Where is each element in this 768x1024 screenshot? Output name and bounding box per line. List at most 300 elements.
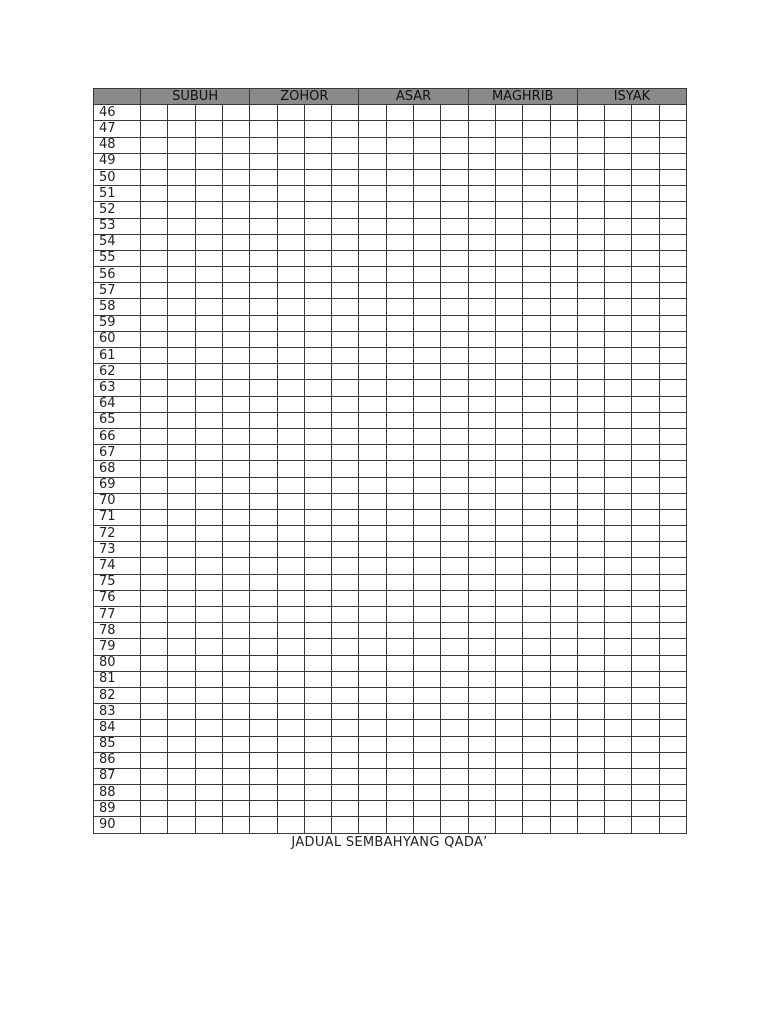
checkbox-cell-zohor[interactable] — [304, 428, 331, 444]
checkbox-cell-subuh[interactable] — [168, 801, 195, 817]
checkbox-cell-isyak[interactable] — [605, 121, 632, 137]
checkbox-cell-subuh[interactable] — [222, 315, 249, 331]
checkbox-cell-isyak[interactable] — [632, 752, 659, 768]
checkbox-cell-asar[interactable] — [386, 558, 413, 574]
checkbox-cell-asar[interactable] — [414, 121, 441, 137]
checkbox-cell-zohor[interactable] — [304, 558, 331, 574]
checkbox-cell-isyak[interactable] — [632, 590, 659, 606]
checkbox-cell-maghrib[interactable] — [523, 299, 550, 315]
checkbox-cell-isyak[interactable] — [577, 801, 604, 817]
checkbox-cell-maghrib[interactable] — [495, 250, 522, 266]
checkbox-cell-zohor[interactable] — [277, 234, 304, 250]
checkbox-cell-zohor[interactable] — [332, 153, 359, 169]
checkbox-cell-zohor[interactable] — [250, 639, 277, 655]
checkbox-cell-subuh[interactable] — [195, 493, 222, 509]
checkbox-cell-zohor[interactable] — [332, 348, 359, 364]
checkbox-cell-maghrib[interactable] — [495, 121, 522, 137]
checkbox-cell-maghrib[interactable] — [550, 121, 577, 137]
checkbox-cell-maghrib[interactable] — [468, 542, 495, 558]
checkbox-cell-zohor[interactable] — [250, 412, 277, 428]
checkbox-cell-isyak[interactable] — [632, 250, 659, 266]
checkbox-cell-isyak[interactable] — [605, 105, 632, 121]
checkbox-cell-zohor[interactable] — [277, 250, 304, 266]
checkbox-cell-zohor[interactable] — [277, 105, 304, 121]
checkbox-cell-maghrib[interactable] — [550, 687, 577, 703]
checkbox-cell-subuh[interactable] — [168, 509, 195, 525]
checkbox-cell-maghrib[interactable] — [495, 331, 522, 347]
checkbox-cell-maghrib[interactable] — [523, 396, 550, 412]
checkbox-cell-asar[interactable] — [386, 218, 413, 234]
checkbox-cell-maghrib[interactable] — [495, 752, 522, 768]
checkbox-cell-maghrib[interactable] — [550, 348, 577, 364]
checkbox-cell-asar[interactable] — [441, 542, 468, 558]
checkbox-cell-maghrib[interactable] — [550, 202, 577, 218]
checkbox-cell-isyak[interactable] — [632, 364, 659, 380]
checkbox-cell-asar[interactable] — [414, 493, 441, 509]
checkbox-cell-zohor[interactable] — [250, 542, 277, 558]
checkbox-cell-maghrib[interactable] — [550, 542, 577, 558]
checkbox-cell-zohor[interactable] — [250, 169, 277, 185]
checkbox-cell-maghrib[interactable] — [495, 493, 522, 509]
checkbox-cell-maghrib[interactable] — [523, 817, 550, 833]
checkbox-cell-isyak[interactable] — [605, 299, 632, 315]
checkbox-cell-subuh[interactable] — [168, 380, 195, 396]
checkbox-cell-maghrib[interactable] — [468, 785, 495, 801]
checkbox-cell-subuh[interactable] — [141, 202, 168, 218]
checkbox-cell-isyak[interactable] — [659, 315, 686, 331]
checkbox-cell-asar[interactable] — [414, 590, 441, 606]
checkbox-cell-zohor[interactable] — [304, 687, 331, 703]
checkbox-cell-isyak[interactable] — [605, 186, 632, 202]
checkbox-cell-asar[interactable] — [414, 428, 441, 444]
checkbox-cell-maghrib[interactable] — [495, 704, 522, 720]
checkbox-cell-maghrib[interactable] — [550, 364, 577, 380]
checkbox-cell-maghrib[interactable] — [495, 736, 522, 752]
checkbox-cell-isyak[interactable] — [659, 607, 686, 623]
checkbox-cell-maghrib[interactable] — [468, 186, 495, 202]
checkbox-cell-isyak[interactable] — [632, 234, 659, 250]
checkbox-cell-asar[interactable] — [414, 299, 441, 315]
checkbox-cell-isyak[interactable] — [605, 687, 632, 703]
checkbox-cell-maghrib[interactable] — [495, 218, 522, 234]
checkbox-cell-maghrib[interactable] — [523, 348, 550, 364]
checkbox-cell-isyak[interactable] — [605, 250, 632, 266]
checkbox-cell-asar[interactable] — [386, 607, 413, 623]
checkbox-cell-zohor[interactable] — [250, 105, 277, 121]
checkbox-cell-subuh[interactable] — [141, 331, 168, 347]
checkbox-cell-asar[interactable] — [386, 348, 413, 364]
checkbox-cell-maghrib[interactable] — [468, 607, 495, 623]
checkbox-cell-subuh[interactable] — [195, 558, 222, 574]
checkbox-cell-subuh[interactable] — [195, 331, 222, 347]
checkbox-cell-maghrib[interactable] — [468, 671, 495, 687]
checkbox-cell-maghrib[interactable] — [550, 493, 577, 509]
checkbox-cell-isyak[interactable] — [605, 509, 632, 525]
checkbox-cell-subuh[interactable] — [222, 785, 249, 801]
checkbox-cell-subuh[interactable] — [222, 590, 249, 606]
checkbox-cell-isyak[interactable] — [577, 655, 604, 671]
checkbox-cell-subuh[interactable] — [195, 526, 222, 542]
checkbox-cell-maghrib[interactable] — [495, 817, 522, 833]
checkbox-cell-zohor[interactable] — [332, 785, 359, 801]
checkbox-cell-isyak[interactable] — [632, 607, 659, 623]
checkbox-cell-maghrib[interactable] — [523, 461, 550, 477]
checkbox-cell-subuh[interactable] — [168, 477, 195, 493]
checkbox-cell-maghrib[interactable] — [523, 169, 550, 185]
checkbox-cell-subuh[interactable] — [141, 493, 168, 509]
checkbox-cell-maghrib[interactable] — [550, 428, 577, 444]
checkbox-cell-zohor[interactable] — [332, 736, 359, 752]
checkbox-cell-subuh[interactable] — [141, 412, 168, 428]
checkbox-cell-asar[interactable] — [414, 752, 441, 768]
checkbox-cell-maghrib[interactable] — [468, 121, 495, 137]
checkbox-cell-maghrib[interactable] — [468, 331, 495, 347]
checkbox-cell-isyak[interactable] — [659, 704, 686, 720]
checkbox-cell-subuh[interactable] — [141, 105, 168, 121]
checkbox-cell-zohor[interactable] — [277, 574, 304, 590]
checkbox-cell-maghrib[interactable] — [468, 623, 495, 639]
checkbox-cell-isyak[interactable] — [577, 817, 604, 833]
checkbox-cell-asar[interactable] — [386, 671, 413, 687]
checkbox-cell-subuh[interactable] — [222, 461, 249, 477]
checkbox-cell-maghrib[interactable] — [550, 590, 577, 606]
checkbox-cell-maghrib[interactable] — [495, 267, 522, 283]
checkbox-cell-asar[interactable] — [386, 574, 413, 590]
checkbox-cell-asar[interactable] — [386, 267, 413, 283]
checkbox-cell-subuh[interactable] — [195, 218, 222, 234]
checkbox-cell-isyak[interactable] — [577, 396, 604, 412]
checkbox-cell-subuh[interactable] — [195, 348, 222, 364]
checkbox-cell-zohor[interactable] — [250, 477, 277, 493]
checkbox-cell-subuh[interactable] — [141, 542, 168, 558]
checkbox-cell-maghrib[interactable] — [468, 752, 495, 768]
checkbox-cell-maghrib[interactable] — [468, 250, 495, 266]
checkbox-cell-zohor[interactable] — [304, 364, 331, 380]
checkbox-cell-asar[interactable] — [414, 477, 441, 493]
checkbox-cell-zohor[interactable] — [332, 671, 359, 687]
checkbox-cell-isyak[interactable] — [659, 169, 686, 185]
checkbox-cell-asar[interactable] — [441, 396, 468, 412]
checkbox-cell-isyak[interactable] — [577, 153, 604, 169]
checkbox-cell-isyak[interactable] — [577, 299, 604, 315]
checkbox-cell-zohor[interactable] — [250, 461, 277, 477]
checkbox-cell-isyak[interactable] — [659, 267, 686, 283]
checkbox-cell-subuh[interactable] — [222, 720, 249, 736]
checkbox-cell-maghrib[interactable] — [468, 412, 495, 428]
checkbox-cell-isyak[interactable] — [632, 153, 659, 169]
checkbox-cell-zohor[interactable] — [277, 526, 304, 542]
checkbox-cell-asar[interactable] — [414, 153, 441, 169]
checkbox-cell-zohor[interactable] — [304, 348, 331, 364]
checkbox-cell-asar[interactable] — [441, 590, 468, 606]
checkbox-cell-isyak[interactable] — [632, 817, 659, 833]
checkbox-cell-zohor[interactable] — [250, 736, 277, 752]
checkbox-cell-asar[interactable] — [441, 817, 468, 833]
checkbox-cell-isyak[interactable] — [577, 623, 604, 639]
checkbox-cell-asar[interactable] — [386, 736, 413, 752]
checkbox-cell-maghrib[interactable] — [523, 720, 550, 736]
checkbox-cell-asar[interactable] — [359, 186, 386, 202]
checkbox-cell-zohor[interactable] — [332, 250, 359, 266]
checkbox-cell-zohor[interactable] — [250, 267, 277, 283]
checkbox-cell-maghrib[interactable] — [550, 736, 577, 752]
checkbox-cell-zohor[interactable] — [277, 558, 304, 574]
checkbox-cell-maghrib[interactable] — [495, 639, 522, 655]
checkbox-cell-asar[interactable] — [359, 234, 386, 250]
checkbox-cell-asar[interactable] — [359, 509, 386, 525]
checkbox-cell-isyak[interactable] — [632, 396, 659, 412]
checkbox-cell-isyak[interactable] — [605, 801, 632, 817]
checkbox-cell-subuh[interactable] — [168, 234, 195, 250]
checkbox-cell-subuh[interactable] — [168, 817, 195, 833]
checkbox-cell-isyak[interactable] — [659, 590, 686, 606]
checkbox-cell-isyak[interactable] — [659, 348, 686, 364]
checkbox-cell-asar[interactable] — [414, 607, 441, 623]
checkbox-cell-asar[interactable] — [414, 250, 441, 266]
checkbox-cell-isyak[interactable] — [659, 768, 686, 784]
checkbox-cell-asar[interactable] — [386, 153, 413, 169]
checkbox-cell-asar[interactable] — [441, 218, 468, 234]
checkbox-cell-subuh[interactable] — [195, 250, 222, 266]
checkbox-cell-asar[interactable] — [441, 121, 468, 137]
checkbox-cell-subuh[interactable] — [168, 186, 195, 202]
checkbox-cell-zohor[interactable] — [277, 331, 304, 347]
checkbox-cell-zohor[interactable] — [332, 380, 359, 396]
checkbox-cell-isyak[interactable] — [577, 687, 604, 703]
checkbox-cell-asar[interactable] — [414, 768, 441, 784]
checkbox-cell-zohor[interactable] — [304, 267, 331, 283]
checkbox-cell-subuh[interactable] — [168, 202, 195, 218]
checkbox-cell-zohor[interactable] — [304, 801, 331, 817]
checkbox-cell-asar[interactable] — [414, 283, 441, 299]
checkbox-cell-maghrib[interactable] — [523, 267, 550, 283]
checkbox-cell-asar[interactable] — [414, 234, 441, 250]
checkbox-cell-asar[interactable] — [441, 720, 468, 736]
checkbox-cell-maghrib[interactable] — [550, 461, 577, 477]
checkbox-cell-zohor[interactable] — [250, 121, 277, 137]
checkbox-cell-asar[interactable] — [386, 250, 413, 266]
checkbox-cell-maghrib[interactable] — [550, 169, 577, 185]
checkbox-cell-zohor[interactable] — [332, 493, 359, 509]
checkbox-cell-maghrib[interactable] — [468, 348, 495, 364]
checkbox-cell-subuh[interactable] — [168, 704, 195, 720]
checkbox-cell-zohor[interactable] — [277, 817, 304, 833]
checkbox-cell-zohor[interactable] — [304, 380, 331, 396]
checkbox-cell-maghrib[interactable] — [523, 752, 550, 768]
checkbox-cell-isyak[interactable] — [605, 412, 632, 428]
checkbox-cell-isyak[interactable] — [659, 283, 686, 299]
checkbox-cell-isyak[interactable] — [605, 477, 632, 493]
checkbox-cell-asar[interactable] — [441, 623, 468, 639]
checkbox-cell-isyak[interactable] — [577, 752, 604, 768]
checkbox-cell-subuh[interactable] — [222, 169, 249, 185]
checkbox-cell-zohor[interactable] — [304, 250, 331, 266]
checkbox-cell-asar[interactable] — [359, 169, 386, 185]
checkbox-cell-zohor[interactable] — [250, 574, 277, 590]
checkbox-cell-isyak[interactable] — [659, 509, 686, 525]
checkbox-cell-zohor[interactable] — [304, 283, 331, 299]
checkbox-cell-isyak[interactable] — [577, 234, 604, 250]
checkbox-cell-isyak[interactable] — [577, 364, 604, 380]
checkbox-cell-asar[interactable] — [441, 380, 468, 396]
checkbox-cell-maghrib[interactable] — [468, 315, 495, 331]
checkbox-cell-isyak[interactable] — [577, 542, 604, 558]
checkbox-cell-isyak[interactable] — [577, 671, 604, 687]
checkbox-cell-zohor[interactable] — [277, 396, 304, 412]
checkbox-cell-subuh[interactable] — [222, 477, 249, 493]
checkbox-cell-isyak[interactable] — [632, 137, 659, 153]
checkbox-cell-isyak[interactable] — [605, 655, 632, 671]
checkbox-cell-subuh[interactable] — [141, 509, 168, 525]
checkbox-cell-maghrib[interactable] — [495, 364, 522, 380]
checkbox-cell-maghrib[interactable] — [523, 590, 550, 606]
checkbox-cell-subuh[interactable] — [168, 526, 195, 542]
checkbox-cell-zohor[interactable] — [250, 817, 277, 833]
checkbox-cell-asar[interactable] — [441, 412, 468, 428]
checkbox-cell-zohor[interactable] — [250, 687, 277, 703]
checkbox-cell-maghrib[interactable] — [550, 704, 577, 720]
checkbox-cell-zohor[interactable] — [304, 202, 331, 218]
checkbox-cell-subuh[interactable] — [222, 234, 249, 250]
checkbox-cell-subuh[interactable] — [195, 315, 222, 331]
checkbox-cell-asar[interactable] — [359, 137, 386, 153]
checkbox-cell-zohor[interactable] — [332, 558, 359, 574]
checkbox-cell-subuh[interactable] — [222, 687, 249, 703]
checkbox-cell-subuh[interactable] — [222, 218, 249, 234]
checkbox-cell-isyak[interactable] — [577, 218, 604, 234]
checkbox-cell-subuh[interactable] — [222, 623, 249, 639]
checkbox-cell-asar[interactable] — [386, 396, 413, 412]
checkbox-cell-maghrib[interactable] — [523, 574, 550, 590]
checkbox-cell-asar[interactable] — [441, 153, 468, 169]
checkbox-cell-subuh[interactable] — [222, 267, 249, 283]
checkbox-cell-asar[interactable] — [386, 461, 413, 477]
checkbox-cell-subuh[interactable] — [195, 445, 222, 461]
checkbox-cell-subuh[interactable] — [222, 526, 249, 542]
checkbox-cell-isyak[interactable] — [659, 202, 686, 218]
checkbox-cell-zohor[interactable] — [250, 720, 277, 736]
checkbox-cell-maghrib[interactable] — [468, 704, 495, 720]
checkbox-cell-isyak[interactable] — [605, 396, 632, 412]
checkbox-cell-zohor[interactable] — [250, 234, 277, 250]
checkbox-cell-asar[interactable] — [386, 121, 413, 137]
checkbox-cell-asar[interactable] — [414, 348, 441, 364]
checkbox-cell-zohor[interactable] — [250, 186, 277, 202]
checkbox-cell-asar[interactable] — [386, 380, 413, 396]
checkbox-cell-subuh[interactable] — [141, 817, 168, 833]
checkbox-cell-isyak[interactable] — [577, 785, 604, 801]
checkbox-cell-zohor[interactable] — [277, 655, 304, 671]
checkbox-cell-isyak[interactable] — [632, 105, 659, 121]
checkbox-cell-subuh[interactable] — [195, 461, 222, 477]
checkbox-cell-asar[interactable] — [386, 509, 413, 525]
checkbox-cell-isyak[interactable] — [577, 250, 604, 266]
checkbox-cell-subuh[interactable] — [168, 493, 195, 509]
checkbox-cell-asar[interactable] — [414, 445, 441, 461]
checkbox-cell-asar[interactable] — [386, 590, 413, 606]
checkbox-cell-zohor[interactable] — [250, 283, 277, 299]
checkbox-cell-subuh[interactable] — [195, 785, 222, 801]
checkbox-cell-maghrib[interactable] — [468, 720, 495, 736]
checkbox-cell-maghrib[interactable] — [495, 137, 522, 153]
checkbox-cell-zohor[interactable] — [250, 768, 277, 784]
checkbox-cell-isyak[interactable] — [632, 558, 659, 574]
checkbox-cell-asar[interactable] — [441, 364, 468, 380]
checkbox-cell-isyak[interactable] — [659, 445, 686, 461]
checkbox-cell-asar[interactable] — [441, 704, 468, 720]
checkbox-cell-zohor[interactable] — [277, 137, 304, 153]
checkbox-cell-asar[interactable] — [359, 655, 386, 671]
checkbox-cell-subuh[interactable] — [141, 736, 168, 752]
checkbox-cell-zohor[interactable] — [304, 736, 331, 752]
checkbox-cell-zohor[interactable] — [304, 607, 331, 623]
checkbox-cell-isyak[interactable] — [659, 380, 686, 396]
checkbox-cell-zohor[interactable] — [250, 607, 277, 623]
checkbox-cell-isyak[interactable] — [605, 428, 632, 444]
checkbox-cell-isyak[interactable] — [605, 768, 632, 784]
checkbox-cell-isyak[interactable] — [659, 720, 686, 736]
checkbox-cell-zohor[interactable] — [250, 396, 277, 412]
checkbox-cell-subuh[interactable] — [141, 671, 168, 687]
checkbox-cell-subuh[interactable] — [168, 720, 195, 736]
checkbox-cell-isyak[interactable] — [605, 607, 632, 623]
checkbox-cell-isyak[interactable] — [577, 526, 604, 542]
checkbox-cell-asar[interactable] — [359, 477, 386, 493]
checkbox-cell-subuh[interactable] — [222, 153, 249, 169]
checkbox-cell-asar[interactable] — [414, 202, 441, 218]
checkbox-cell-asar[interactable] — [359, 121, 386, 137]
checkbox-cell-subuh[interactable] — [222, 671, 249, 687]
checkbox-cell-isyak[interactable] — [632, 801, 659, 817]
checkbox-cell-subuh[interactable] — [168, 461, 195, 477]
checkbox-cell-isyak[interactable] — [659, 526, 686, 542]
checkbox-cell-maghrib[interactable] — [550, 218, 577, 234]
checkbox-cell-isyak[interactable] — [632, 380, 659, 396]
checkbox-cell-isyak[interactable] — [605, 202, 632, 218]
checkbox-cell-asar[interactable] — [386, 412, 413, 428]
checkbox-cell-maghrib[interactable] — [550, 526, 577, 542]
checkbox-cell-maghrib[interactable] — [523, 428, 550, 444]
checkbox-cell-maghrib[interactable] — [468, 105, 495, 121]
checkbox-cell-subuh[interactable] — [168, 169, 195, 185]
checkbox-cell-zohor[interactable] — [250, 801, 277, 817]
checkbox-cell-maghrib[interactable] — [468, 218, 495, 234]
checkbox-cell-subuh[interactable] — [168, 655, 195, 671]
checkbox-cell-subuh[interactable] — [141, 121, 168, 137]
checkbox-cell-isyak[interactable] — [605, 267, 632, 283]
checkbox-cell-asar[interactable] — [414, 785, 441, 801]
checkbox-cell-isyak[interactable] — [632, 267, 659, 283]
checkbox-cell-asar[interactable] — [441, 299, 468, 315]
checkbox-cell-subuh[interactable] — [141, 461, 168, 477]
checkbox-cell-maghrib[interactable] — [468, 202, 495, 218]
checkbox-cell-subuh[interactable] — [168, 768, 195, 784]
checkbox-cell-asar[interactable] — [359, 542, 386, 558]
checkbox-cell-zohor[interactable] — [332, 299, 359, 315]
checkbox-cell-asar[interactable] — [441, 526, 468, 542]
checkbox-cell-isyak[interactable] — [605, 526, 632, 542]
checkbox-cell-maghrib[interactable] — [550, 412, 577, 428]
checkbox-cell-zohor[interactable] — [250, 590, 277, 606]
checkbox-cell-zohor[interactable] — [332, 655, 359, 671]
checkbox-cell-zohor[interactable] — [332, 186, 359, 202]
checkbox-cell-zohor[interactable] — [332, 817, 359, 833]
checkbox-cell-asar[interactable] — [359, 623, 386, 639]
checkbox-cell-zohor[interactable] — [277, 428, 304, 444]
checkbox-cell-maghrib[interactable] — [495, 461, 522, 477]
checkbox-cell-zohor[interactable] — [332, 752, 359, 768]
checkbox-cell-isyak[interactable] — [659, 299, 686, 315]
